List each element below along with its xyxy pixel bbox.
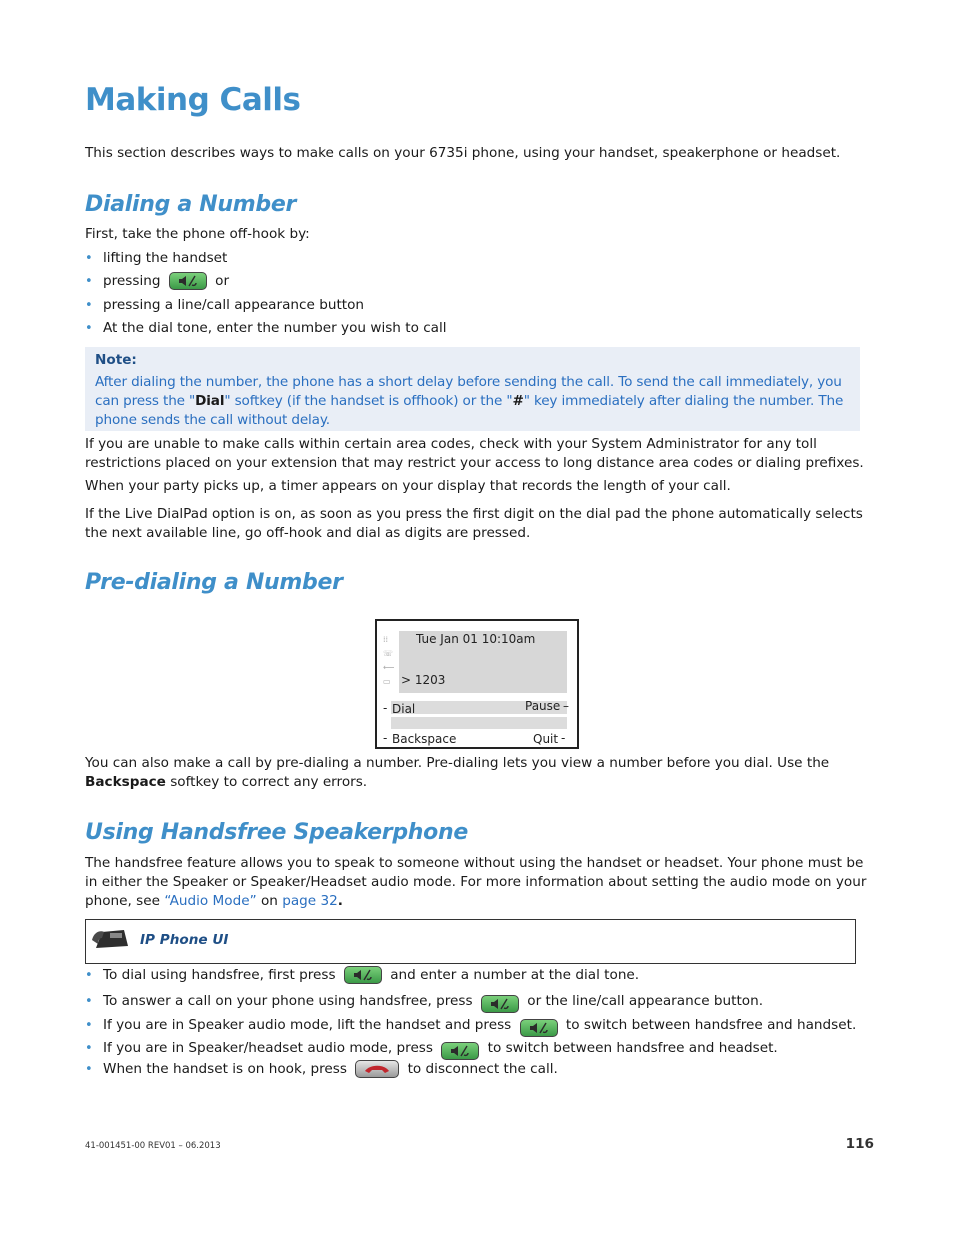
list-item: • pressing a line/call appearance button: [85, 297, 365, 313]
display-number: > 1203: [401, 673, 446, 687]
list-item: • To dial using handsfree, first press and enter a number at the dial tone.: [85, 967, 640, 983]
bullet-icon: •: [85, 994, 93, 1009]
softkey-marker: -: [561, 731, 566, 745]
softkey-marker: -: [383, 701, 388, 715]
speaker-key-icon: [481, 995, 519, 1013]
status-icons: ⁞⁞ ☏ ⟵ ▭: [383, 635, 395, 686]
list-item: • When the handset is on hook, press to disconnect the call.: [85, 1061, 558, 1077]
softkey-marker: -: [383, 731, 388, 745]
audio-mode-link[interactable]: “Audio Mode”: [164, 893, 257, 909]
paragraph: When your party picks up, a timer appears on your display that records the length of your call.: [85, 478, 731, 494]
page-title: Making Calls: [85, 82, 301, 118]
softkey-pause: Pause: [525, 699, 561, 713]
list-item: • lifting the handset: [85, 250, 228, 266]
speaker-key-icon: [169, 272, 207, 290]
intro-text: This section describes ways to make calls on your 6735i phone, using your handset, speakerphone or headset.: [85, 145, 841, 161]
list-item: • At the dial tone, enter the number you wish to call: [85, 320, 447, 336]
page-number: 116: [845, 1136, 874, 1152]
handsfree-heading: Using Handsfree Speakerphone: [85, 820, 468, 845]
bullet-icon: •: [85, 321, 93, 336]
speaker-key-icon: [344, 966, 382, 984]
bullet-icon: •: [85, 1041, 93, 1056]
display-datetime: Tue Jan 01 10:10am: [416, 632, 536, 646]
paragraph: If you are unable to make calls within certain area codes, check with your System Administrator for any toll restrictions placed on your extension that may restrict your access to long distance area codes or dialing prefixes.: [85, 436, 864, 471]
dialing-heading: Dialing a Number: [85, 192, 297, 217]
note-box: [85, 347, 860, 431]
predial-heading: Pre-dialing a Number: [85, 570, 343, 595]
note-body: After dialing the number, the phone has a short delay before sending the call. To send the call immediately, you can press the "Dial" softkey (if the handset is offhook) or the "#" key immediately after dialing the number. The phone sends the call without delay.: [95, 374, 844, 428]
bullet-icon: •: [85, 968, 93, 983]
list-item: • pressing or: [85, 273, 230, 289]
bullet-icon: •: [85, 251, 93, 266]
bullet-icon: •: [85, 274, 93, 289]
softkey-row: [391, 717, 567, 729]
doc-id: 41-001451-00 REV01 – 06.2013: [85, 1141, 221, 1151]
paragraph: If the Live DialPad option is on, as soon as you press the first digit on the dial pad the phone automatically selects the next available line, go off-hook and dial as digits are pressed.: [85, 506, 863, 541]
list-item: • To answer a call on your phone using handsfree, press or the line/call appearance button.: [85, 989, 763, 1013]
softkey-quit: Quit: [533, 732, 559, 746]
goodbye-key-icon: [355, 1060, 399, 1078]
list-item: • If you are in Speaker/headset audio mode, press to switch between handsfree and headset.: [85, 1036, 778, 1060]
softkey-dial: Dial: [392, 702, 416, 716]
softkey-marker: –: [563, 699, 569, 713]
bullet-icon: •: [85, 1062, 93, 1077]
display-screen: [399, 631, 567, 693]
phone-display: [375, 619, 579, 749]
desk-phone-icon: [90, 926, 130, 956]
dialing-lead: First, take the phone off-hook by:: [85, 226, 310, 242]
bullet-icon: •: [85, 1018, 93, 1033]
ip-phone-ui-box: [85, 919, 856, 964]
softkey-backspace: Backspace: [392, 732, 457, 746]
list-item: • If you are in Speaker audio mode, lift the handset and press to switch between handsfree and handset.: [85, 1013, 856, 1037]
paragraph: You can also make a call by pre-dialing a number. Pre-dialing lets you view a number before you dial. Use the Backspace softkey to correct any errors.: [85, 755, 830, 790]
speaker-key-icon: [441, 1042, 479, 1060]
page-link[interactable]: page 32: [282, 893, 338, 909]
speaker-key-icon: [520, 1019, 558, 1037]
paragraph: The handsfree feature allows you to speak to someone without using the handset or headset. Your phone must be in either the Speaker or Speaker/Headset audio mode. For more information about setting the audio mode on your phone, see “Audio Mode” on page 32.: [85, 855, 867, 909]
bullet-icon: •: [85, 298, 93, 313]
ip-phone-ui-label: IP Phone UI: [140, 932, 229, 948]
note-title: Note:: [95, 352, 137, 368]
